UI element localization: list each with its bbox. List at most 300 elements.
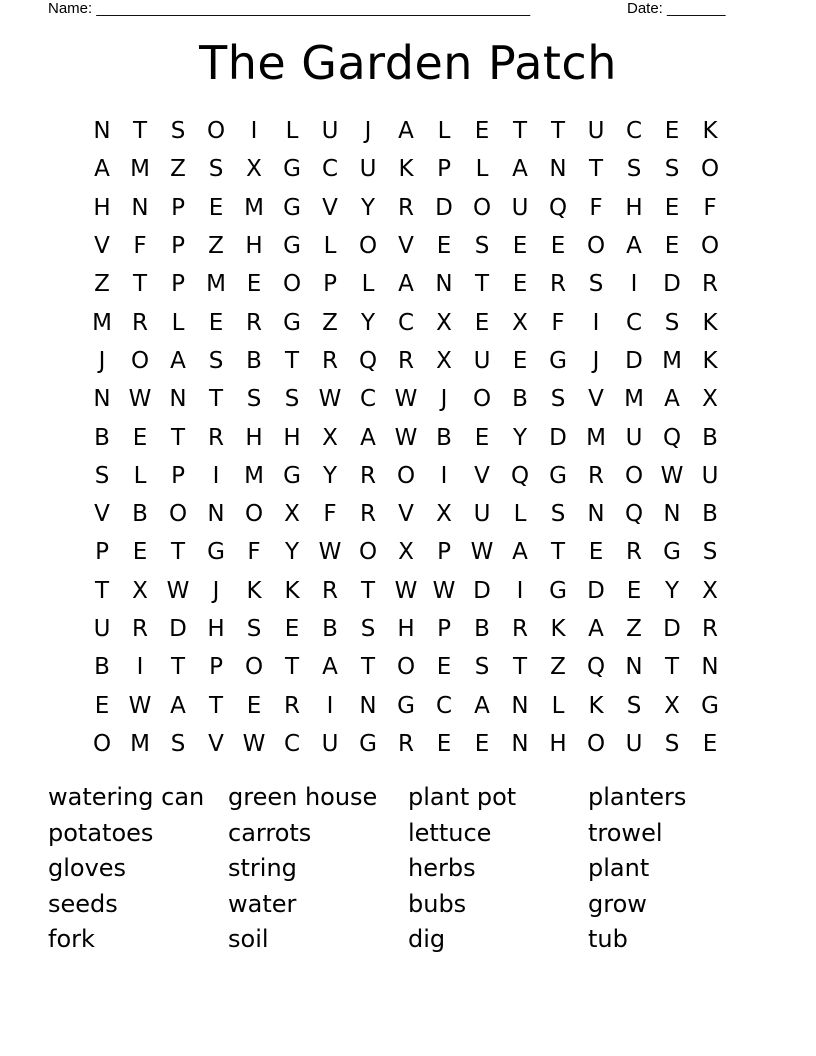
- grid-letter: R: [398, 194, 414, 221]
- grid-letter: G: [283, 309, 301, 336]
- grid-letter: Q: [358, 347, 378, 374]
- grid-letter: O: [130, 347, 150, 374]
- grid-letter: W: [394, 577, 418, 604]
- page-title: The Garden Patch: [199, 36, 617, 90]
- grid-letter: P: [171, 271, 185, 298]
- grid-letter: F: [703, 194, 717, 221]
- grid-letter: T: [132, 271, 148, 298]
- grid-letter: C: [283, 730, 301, 757]
- grid-letter: R: [626, 539, 642, 566]
- grid-letter: X: [702, 386, 718, 413]
- grid-letter: O: [586, 730, 606, 757]
- date-field-label: Date: _______: [627, 0, 726, 17]
- grid-letter: T: [360, 654, 376, 681]
- grid-letter: A: [360, 424, 376, 451]
- grid-letter: P: [437, 539, 451, 566]
- grid-letter: N: [131, 194, 149, 221]
- grid-letter: E: [436, 654, 452, 681]
- grid-letter: U: [587, 118, 605, 145]
- grid-letter: B: [702, 501, 718, 528]
- grid-letter: S: [474, 233, 490, 260]
- grid-letter: L: [513, 501, 527, 528]
- grid-letter: X: [512, 309, 528, 336]
- grid-letter: D: [625, 347, 643, 374]
- grid-letter: T: [664, 654, 680, 681]
- grid-letter: A: [170, 347, 186, 374]
- grid-letter: R: [512, 616, 528, 642]
- grid-letter: N: [625, 654, 643, 681]
- grid-letter: U: [473, 347, 491, 374]
- grid-letter: G: [283, 462, 301, 489]
- grid-letter: Y: [664, 577, 680, 604]
- grid-letter: M: [130, 730, 150, 757]
- grid-letter: G: [701, 692, 719, 719]
- word-bank: [48, 780, 768, 958]
- grid-letter: R: [360, 462, 376, 489]
- grid-letter: T: [588, 156, 604, 183]
- grid-letter: E: [284, 616, 300, 642]
- grid-letter: V: [474, 462, 490, 489]
- grid-letter: K: [702, 118, 718, 145]
- grid-letter: O: [92, 730, 112, 757]
- grid-letter: P: [209, 654, 223, 681]
- grid-letter: R: [322, 577, 338, 604]
- grid-letter: E: [550, 233, 566, 260]
- grid-letter: A: [512, 156, 528, 183]
- grid-letter: T: [284, 347, 300, 374]
- grid-letter: E: [208, 194, 224, 221]
- grid-letter: S: [170, 118, 186, 145]
- word-bank-item: seeds: [48, 889, 118, 918]
- grid-row: [83, 418, 729, 456]
- grid-letter: X: [436, 501, 452, 528]
- grid-letter: A: [94, 156, 110, 183]
- grid-letter: G: [207, 539, 225, 566]
- grid-letter: N: [169, 386, 187, 413]
- grid-letter: C: [359, 386, 377, 413]
- grid-letter: A: [398, 118, 414, 145]
- grid-row: [83, 112, 729, 150]
- grid-letter: O: [168, 501, 188, 528]
- grid-row: [83, 303, 729, 341]
- grid-letter: A: [322, 654, 338, 681]
- grid-letter: H: [245, 233, 263, 260]
- grid-letter: H: [207, 616, 225, 642]
- grid-letter: P: [95, 539, 109, 566]
- grid-letter: E: [512, 271, 528, 298]
- grid-letter: U: [511, 194, 529, 221]
- grid-letter: I: [440, 462, 448, 489]
- grid-letter: F: [247, 539, 261, 566]
- grid-letter: V: [94, 501, 110, 528]
- grid-letter: H: [625, 194, 643, 221]
- letter-grid: [83, 112, 729, 763]
- word-bank-item: planters: [588, 783, 687, 811]
- grid-letter: T: [94, 577, 110, 604]
- grid-letter: N: [511, 692, 529, 719]
- grid-letter: O: [206, 118, 226, 145]
- grid-letter: J: [364, 118, 372, 145]
- grid-letter: G: [549, 462, 567, 489]
- grid-letter: T: [550, 539, 566, 566]
- grid-letter: T: [474, 271, 490, 298]
- grid-letter: M: [92, 309, 112, 336]
- grid-letter: C: [321, 156, 339, 183]
- grid-letter: D: [663, 271, 681, 298]
- grid-letter: B: [436, 424, 452, 451]
- grid-row: [83, 457, 729, 495]
- grid-letter: N: [435, 271, 453, 298]
- grid-letter: V: [588, 386, 604, 413]
- grid-letter: Z: [550, 654, 566, 681]
- grid-letter: R: [702, 616, 718, 642]
- grid-letter: S: [550, 386, 566, 413]
- grid-row: [83, 342, 729, 380]
- grid-letter: S: [550, 501, 566, 528]
- grid-letter: R: [398, 730, 414, 757]
- grid-letter: Y: [322, 462, 338, 489]
- grid-letter: Y: [360, 309, 376, 336]
- grid-letter: M: [206, 271, 226, 298]
- grid-letter: O: [624, 462, 644, 489]
- grid-letter: U: [321, 730, 339, 757]
- grid-letter: L: [437, 118, 451, 145]
- grid-row: [83, 265, 729, 303]
- grid-letter: U: [473, 501, 491, 528]
- grid-letter: Q: [548, 194, 568, 221]
- grid-row: [83, 380, 729, 418]
- grid-letter: I: [136, 654, 144, 681]
- grid-letter: B: [474, 616, 490, 642]
- word-bank-item: gloves: [48, 854, 127, 882]
- grid-row: [83, 686, 729, 724]
- grid-letter: D: [587, 577, 605, 604]
- grid-letter: O: [358, 539, 378, 566]
- grid-letter: D: [169, 616, 187, 642]
- grid-letter: S: [208, 156, 224, 183]
- word-bank-item: soil: [228, 925, 269, 953]
- grid-letter: B: [132, 501, 148, 528]
- grid-letter: B: [246, 347, 262, 374]
- grid-letter: T: [512, 118, 528, 145]
- grid-letter: I: [212, 462, 220, 489]
- grid-letter: S: [626, 156, 642, 183]
- grid-letter: E: [246, 692, 262, 719]
- grid-letter: J: [98, 347, 106, 374]
- grid-letter: S: [360, 616, 376, 642]
- grid-letter: E: [474, 118, 490, 145]
- grid-letter: Q: [586, 654, 606, 681]
- grid-letter: W: [660, 462, 684, 489]
- grid-letter: Z: [94, 271, 110, 298]
- word-bank-item: green house: [228, 783, 378, 811]
- grid-letter: F: [589, 194, 603, 221]
- grid-letter: O: [244, 654, 264, 681]
- grid-letter: E: [246, 271, 262, 298]
- grid-letter: M: [244, 194, 264, 221]
- grid-letter: A: [664, 386, 680, 413]
- grid-letter: G: [283, 194, 301, 221]
- grid-letter: S: [208, 347, 224, 374]
- grid-row: [83, 572, 729, 610]
- grid-row: [83, 227, 729, 265]
- grid-letter: G: [359, 730, 377, 757]
- grid-letter: C: [625, 309, 643, 336]
- grid-letter: E: [588, 539, 604, 566]
- grid-letter: U: [359, 156, 377, 183]
- grid-letter: A: [626, 233, 642, 260]
- word-bank-item: lettuce: [408, 818, 492, 847]
- grid-letter: W: [128, 692, 152, 719]
- grid-letter: K: [588, 692, 604, 719]
- word-bank-item: dig: [408, 925, 446, 953]
- grid-letter: H: [397, 616, 415, 642]
- grid-letter: N: [511, 730, 529, 757]
- grid-letter: R: [132, 616, 148, 642]
- grid-letter: S: [94, 462, 110, 489]
- grid-letter: H: [245, 424, 263, 451]
- grid-letter: Y: [284, 539, 300, 566]
- grid-letter: P: [437, 156, 451, 183]
- grid-letter: R: [208, 424, 224, 451]
- word-bank-item: grow: [588, 889, 647, 918]
- grid-letter: G: [283, 233, 301, 260]
- grid-letter: K: [246, 577, 262, 604]
- grid-letter: O: [396, 462, 416, 489]
- grid-letter: D: [663, 616, 681, 642]
- grid-letter: K: [398, 156, 414, 183]
- grid-letter: U: [625, 730, 643, 757]
- grid-letter: P: [171, 194, 185, 221]
- grid-letter: I: [592, 309, 600, 336]
- grid-letter: S: [664, 309, 680, 336]
- grid-letter: R: [322, 347, 338, 374]
- grid-row: [83, 189, 729, 227]
- grid-letter: K: [284, 577, 300, 604]
- grid-letter: D: [473, 577, 491, 604]
- grid-letter: S: [284, 386, 300, 413]
- grid-letter: G: [549, 577, 567, 604]
- grid-letter: N: [701, 654, 719, 681]
- grid-letter: T: [550, 118, 566, 145]
- grid-row: [83, 150, 729, 188]
- grid-letter: I: [250, 118, 258, 145]
- grid-letter: T: [170, 424, 186, 451]
- grid-letter: N: [663, 501, 681, 528]
- word-bank-item: tub: [588, 925, 628, 953]
- grid-letter: S: [246, 616, 262, 642]
- grid-letter: R: [246, 309, 262, 336]
- grid-letter: L: [171, 309, 185, 336]
- grid-letter: L: [285, 118, 299, 145]
- grid-letter: E: [512, 233, 528, 260]
- grid-letter: B: [512, 386, 528, 413]
- grid-letter: T: [208, 386, 224, 413]
- grid-letter: N: [587, 501, 605, 528]
- grid-letter: G: [549, 347, 567, 374]
- word-bank-item: string: [228, 854, 297, 882]
- grid-letter: S: [664, 156, 680, 183]
- grid-letter: S: [702, 539, 718, 566]
- grid-letter: S: [626, 692, 642, 719]
- grid-letter: E: [132, 539, 148, 566]
- grid-letter: W: [318, 539, 342, 566]
- grid-letter: S: [588, 271, 604, 298]
- grid-letter: Q: [510, 462, 530, 489]
- grid-letter: Q: [624, 501, 644, 528]
- grid-letter: M: [662, 347, 682, 374]
- grid-letter: T: [512, 654, 528, 681]
- grid-letter: E: [702, 730, 718, 757]
- word-bank-item: bubs: [408, 889, 467, 918]
- grid-letter: R: [398, 347, 414, 374]
- grid-letter: G: [663, 539, 681, 566]
- grid-letter: E: [94, 692, 110, 719]
- grid-letter: N: [207, 501, 225, 528]
- grid-letter: R: [550, 271, 566, 298]
- grid-letter: T: [170, 539, 186, 566]
- grid-letter: H: [93, 194, 111, 221]
- grid-letter: X: [436, 347, 452, 374]
- grid-letter: L: [323, 233, 337, 260]
- grid-letter: W: [394, 424, 418, 451]
- grid-letter: A: [512, 539, 528, 566]
- grid-letter: L: [361, 271, 375, 298]
- grid-letter: X: [132, 577, 148, 604]
- grid-letter: S: [246, 386, 262, 413]
- word-bank-item: trowel: [588, 818, 663, 847]
- grid-letter: R: [284, 692, 300, 719]
- grid-letter: D: [435, 194, 453, 221]
- grid-letter: W: [128, 386, 152, 413]
- grid-letter: H: [549, 730, 567, 757]
- grid-letter: O: [244, 501, 264, 528]
- grid-letter: E: [474, 309, 490, 336]
- grid-letter: E: [474, 730, 490, 757]
- grid-letter: E: [626, 577, 642, 604]
- grid-letter: E: [474, 424, 490, 451]
- grid-letter: W: [432, 577, 456, 604]
- grid-letter: R: [588, 462, 604, 489]
- grid-letter: T: [208, 692, 224, 719]
- grid-letter: Q: [662, 424, 682, 451]
- grid-letter: E: [512, 347, 528, 374]
- grid-letter: V: [208, 730, 224, 757]
- word-bank-item: watering can: [48, 783, 205, 811]
- grid-letter: K: [550, 616, 566, 642]
- grid-letter: G: [397, 692, 415, 719]
- grid-letter: O: [358, 233, 378, 260]
- grid-row: [83, 610, 729, 648]
- grid-letter: E: [132, 424, 148, 451]
- grid-letter: B: [94, 654, 110, 681]
- grid-letter: M: [586, 424, 606, 451]
- word-bank-item: carrots: [228, 818, 312, 847]
- grid-letter: L: [133, 462, 147, 489]
- grid-row: [83, 648, 729, 686]
- grid-letter: F: [133, 233, 147, 260]
- grid-letter: I: [630, 271, 638, 298]
- grid-letter: W: [394, 386, 418, 413]
- word-bank-item: water: [228, 889, 297, 918]
- grid-letter: X: [398, 539, 414, 566]
- grid-letter: S: [664, 730, 680, 757]
- grid-letter: N: [549, 156, 567, 183]
- grid-letter: M: [624, 386, 644, 413]
- grid-letter: I: [326, 692, 334, 719]
- grid-letter: E: [208, 309, 224, 336]
- grid-letter: G: [283, 156, 301, 183]
- grid-letter: C: [625, 118, 643, 145]
- grid-letter: V: [398, 501, 414, 528]
- grid-letter: N: [359, 692, 377, 719]
- grid-letter: X: [664, 692, 680, 719]
- grid-letter: F: [323, 501, 337, 528]
- grid-letter: P: [171, 462, 185, 489]
- grid-letter: W: [318, 386, 342, 413]
- grid-letter: R: [132, 309, 148, 336]
- grid-letter: X: [702, 577, 718, 604]
- grid-letter: B: [322, 616, 338, 642]
- grid-letter: Z: [208, 233, 224, 260]
- grid-letter: T: [132, 118, 148, 145]
- grid-letter: K: [702, 309, 718, 336]
- grid-letter: M: [130, 156, 150, 183]
- grid-letter: O: [700, 233, 720, 260]
- grid-letter: X: [246, 156, 262, 183]
- grid-letter: W: [166, 577, 190, 604]
- grid-letter: U: [93, 616, 111, 642]
- grid-letter: U: [625, 424, 643, 451]
- grid-letter: I: [516, 577, 524, 604]
- grid-letter: X: [436, 309, 452, 336]
- grid-letter: T: [360, 577, 376, 604]
- grid-letter: Y: [512, 424, 528, 451]
- grid-letter: R: [702, 271, 718, 298]
- grid-letter: O: [472, 194, 492, 221]
- grid-letter: A: [474, 692, 490, 719]
- grid-letter: E: [664, 118, 680, 145]
- grid-row: [83, 495, 729, 533]
- grid-letter: P: [437, 616, 451, 642]
- grid-letter: X: [284, 501, 300, 528]
- grid-letter: J: [592, 347, 600, 374]
- grid-letter: Z: [322, 309, 338, 336]
- grid-letter: P: [323, 271, 337, 298]
- grid-letter: Y: [360, 194, 376, 221]
- grid-letter: Z: [170, 156, 186, 183]
- grid-letter: T: [170, 654, 186, 681]
- grid-letter: V: [398, 233, 414, 260]
- grid-letter: E: [436, 233, 452, 260]
- grid-letter: L: [551, 692, 565, 719]
- grid-letter: O: [472, 386, 492, 413]
- grid-letter: M: [244, 462, 264, 489]
- grid-letter: B: [702, 424, 718, 451]
- grid-letter: A: [588, 616, 604, 642]
- name-field-label: Name: ____________________________________________________: [48, 0, 531, 17]
- grid-letter: U: [321, 118, 339, 145]
- word-bank-item: plant: [588, 854, 650, 882]
- grid-letter: S: [170, 730, 186, 757]
- grid-letter: W: [242, 730, 266, 757]
- grid-letter: F: [551, 309, 565, 336]
- grid-letter: C: [435, 692, 453, 719]
- grid-letter: W: [470, 539, 494, 566]
- grid-letter: R: [360, 501, 376, 528]
- grid-letter: J: [212, 577, 220, 604]
- grid-letter: V: [322, 194, 338, 221]
